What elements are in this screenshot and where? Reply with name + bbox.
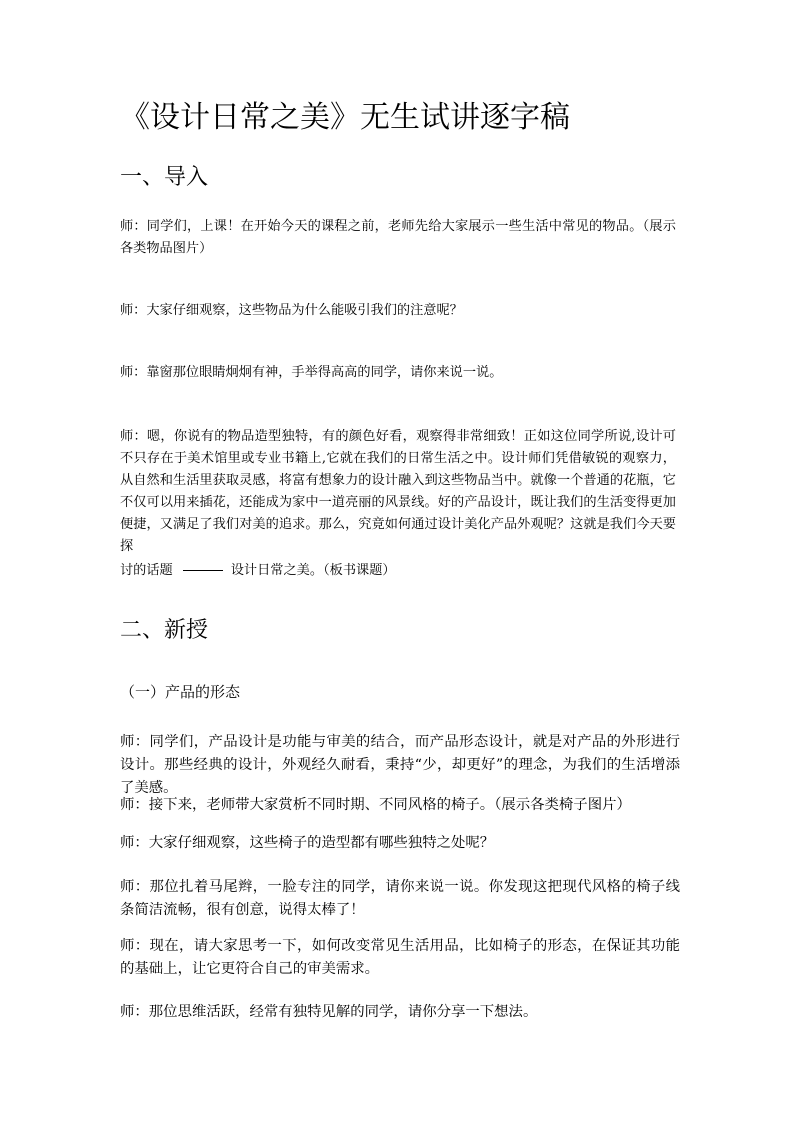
em-dash-rule — [183, 570, 223, 572]
paragraph: 师：接下来，老师带大家赏析不同时期、不同风格的椅子。（展示各类椅子图片） — [120, 797, 631, 813]
paragraph: 师：大家仔细观察，这些物品为什么能吸引我们的注意呢？ — [120, 303, 463, 318]
subsection-heading: （一）产品的形态 — [120, 683, 241, 701]
paragraph: 师：那位思维活跃，经常有独特见解的同学，请你分享一下想法。 — [120, 1004, 538, 1020]
topic-lead-text: 讨的话题 — [120, 563, 173, 578]
topic-text: 设计日常之美。（板书课题） — [230, 563, 396, 578]
section-heading-intro: 一、导入 — [120, 165, 209, 190]
paragraph: 师：嗯，你说有的物品造型独特，有的颜色好看，观察得非常细致！正如这位同学所说,设计可不只存在于美术馆里或专业书籍上,它就在我们的日常生活之中。设计师们凭借敏锐的观察力，从自然和生活里获取灵感，将富有想象力的设计融入到这些物品当中。就像一个普通的花瓶，它不仅可以用来插花，还能成为家中一道亮丽的风景线。好的产品设计，既让我们的生活变得更加便捷，又满足了我们对美的追求。那么，究竟如何通过设计美化产品外观呢？这就是我们今天要探 — [120, 429, 676, 554]
paragraph: 师：现在，请大家思考一下，如何改变常见生活用品，比如椅子的形态，在保证其功能的基础上，让它更符合自己的审美需求。 — [120, 938, 680, 977]
paragraph: 师：同学们，产品设计是功能与审美的结合，而产品形态设计，就是对产品的外形进行设计。那些经典的设计，外观经久耐看，秉持“少，却更好”的理念，为我们的生活增添了美感。 — [120, 734, 680, 796]
document-title: 《设计日常之美》无生试讲逐字稿 — [120, 100, 570, 135]
paragraph: 师：同学们，上课！在开始今天的课程之前，老师先给大家展示一些生活中常见的物品。（展示各类物品图片） — [120, 219, 676, 256]
section-heading-new-lesson: 二、新授 — [120, 618, 209, 643]
paragraph: 师：那位扎着马尾辫，一脸专注的同学，请你来说一说。你发现这把现代风格的椅子线条简洁流畅，很有创意，说得太棒了！ — [120, 879, 680, 918]
paragraph: 师：靠窗那位眼睛炯炯有神，手举得高高的同学，请你来说一说。 — [120, 365, 503, 380]
paragraph: 师：大家仔细观察，这些椅子的造型都有哪些独特之处呢？ — [120, 835, 495, 851]
paragraph-end-line — [120, 560, 676, 582]
